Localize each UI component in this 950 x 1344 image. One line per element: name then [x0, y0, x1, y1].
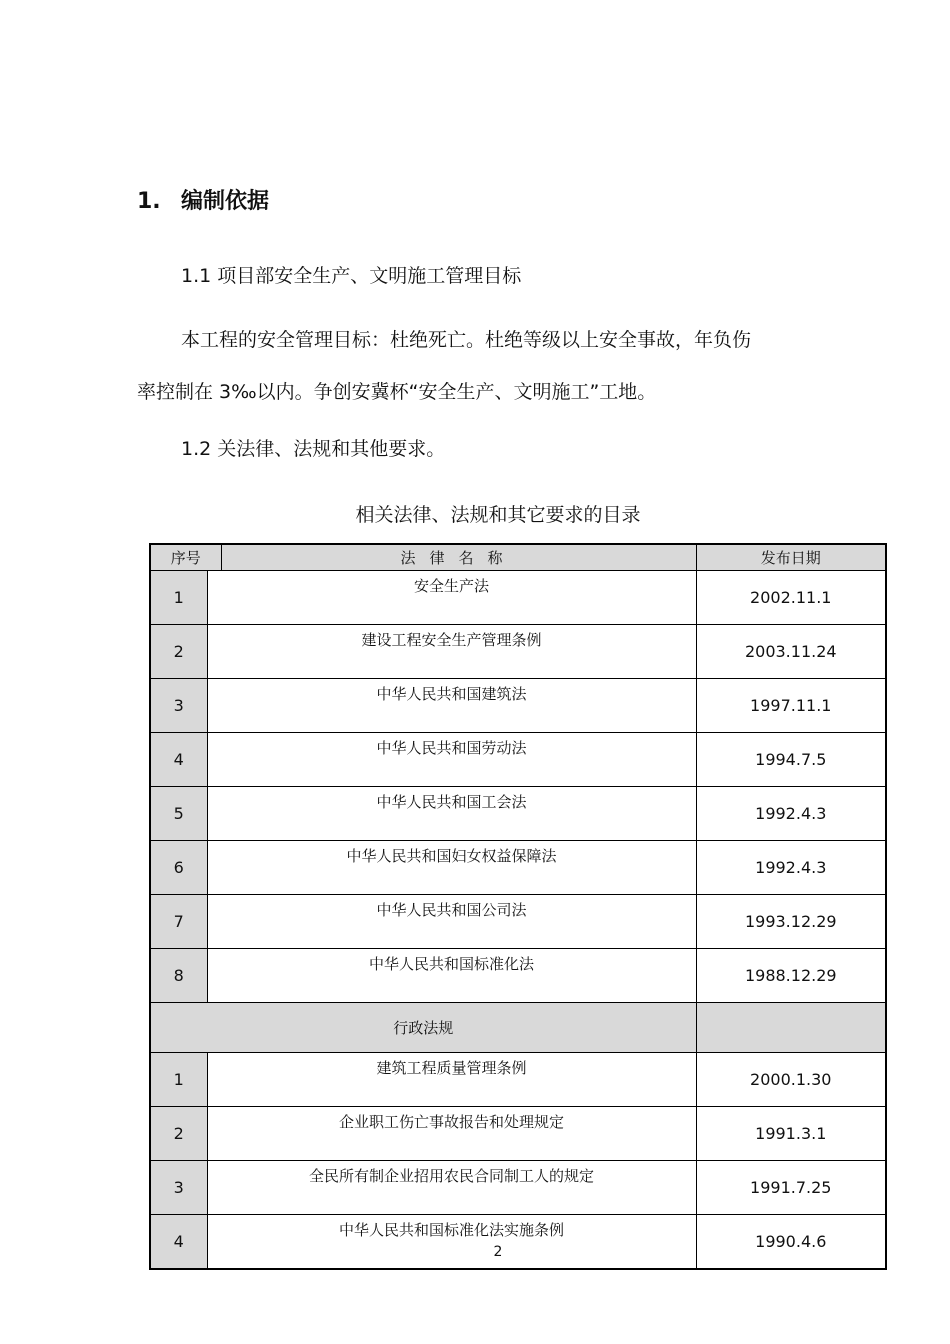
row-name: 中华人民共和国妇女权益保障法: [207, 841, 696, 895]
row-name: 建设工程安全生产管理条例: [207, 625, 696, 679]
row-name: 全民所有制企业招用农民合同制工人的规定: [207, 1161, 696, 1215]
row-date: 1992.4.3: [696, 841, 886, 895]
header-date: 发布日期: [696, 544, 886, 571]
row-index: 3: [150, 679, 207, 733]
row-name: 企业职工伤亡事故报告和处理规定: [207, 1107, 696, 1161]
row-index: 2: [150, 625, 207, 679]
table-row: [150, 1215, 886, 1270]
table-row: [150, 841, 886, 895]
safety-goal-paragraph: [137, 314, 862, 418]
row-name: 中华人民共和国公司法: [207, 895, 696, 949]
section-heading: [137, 184, 269, 215]
table-row: [150, 571, 886, 625]
heading-title: 编制依据: [181, 189, 270, 214]
header-index: 序号: [150, 544, 221, 571]
paragraph-line-1: 本工程的安全管理目标：杜绝死亡。杜绝等级以上安全事故，年负伤: [181, 329, 752, 351]
heading-number: 1.: [137, 189, 161, 214]
row-index: 6: [150, 841, 207, 895]
row-name: 中华人民共和国标准化法: [207, 949, 696, 1003]
table-row: [150, 733, 886, 787]
row-date: 1991.7.25: [696, 1161, 886, 1215]
table-row: [150, 1161, 886, 1215]
page-number: 2: [493, 1244, 503, 1260]
table-header-row: [150, 544, 886, 571]
row-date: 1988.12.29: [696, 949, 886, 1003]
laws-table: [149, 543, 887, 1270]
row-index: 4: [150, 733, 207, 787]
row-name: 中华人民共和国工会法: [207, 787, 696, 841]
row-date: 1992.4.3: [696, 787, 886, 841]
table-row: [150, 895, 886, 949]
section-date-empty: [696, 1003, 886, 1053]
table-row: [150, 625, 886, 679]
row-index: 5: [150, 787, 207, 841]
row-index: 1: [150, 571, 207, 625]
row-name: 中华人民共和国标准化法实施条例: [207, 1215, 696, 1270]
row-index: 1: [150, 1053, 207, 1107]
table-caption: 相关法律、法规和其它要求的目录: [355, 504, 641, 526]
row-date: 1991.3.1: [696, 1107, 886, 1161]
section-row: [150, 1003, 886, 1053]
row-date: 2002.11.1: [696, 571, 886, 625]
row-name: 安全生产法: [207, 571, 696, 625]
row-date: 1997.11.1: [696, 679, 886, 733]
table-row: [150, 787, 886, 841]
section-label: 行政法规: [150, 1003, 696, 1053]
table-row: [150, 1107, 886, 1161]
header-name: 法律名称: [221, 544, 696, 571]
row-index: 2: [150, 1107, 207, 1161]
row-name: 中华人民共和国劳动法: [207, 733, 696, 787]
row-index: 7: [150, 895, 207, 949]
row-date: 2003.11.24: [696, 625, 886, 679]
row-index: 4: [150, 1215, 207, 1270]
row-name: 中华人民共和国建筑法: [207, 679, 696, 733]
paragraph-line-2: 率控制在 3‰以内。争创安冀杯“安全生产、文明施工”工地。: [137, 381, 657, 403]
row-date: 1990.4.6: [696, 1215, 886, 1270]
row-index: 3: [150, 1161, 207, 1215]
table-row: [150, 679, 886, 733]
subsection-1-1-title: 1.1 项目部安全生产、文明施工管理目标: [181, 265, 522, 287]
row-date: 2000.1.30: [696, 1053, 886, 1107]
row-name: 建筑工程质量管理条例: [207, 1053, 696, 1107]
row-index: 8: [150, 949, 207, 1003]
row-date: 1993.12.29: [696, 895, 886, 949]
row-date: 1994.7.5: [696, 733, 886, 787]
table-row: [150, 1053, 886, 1107]
subsection-1-2-title: 1.2 关法律、法规和其他要求。: [181, 438, 446, 460]
table-row: [150, 949, 886, 1003]
